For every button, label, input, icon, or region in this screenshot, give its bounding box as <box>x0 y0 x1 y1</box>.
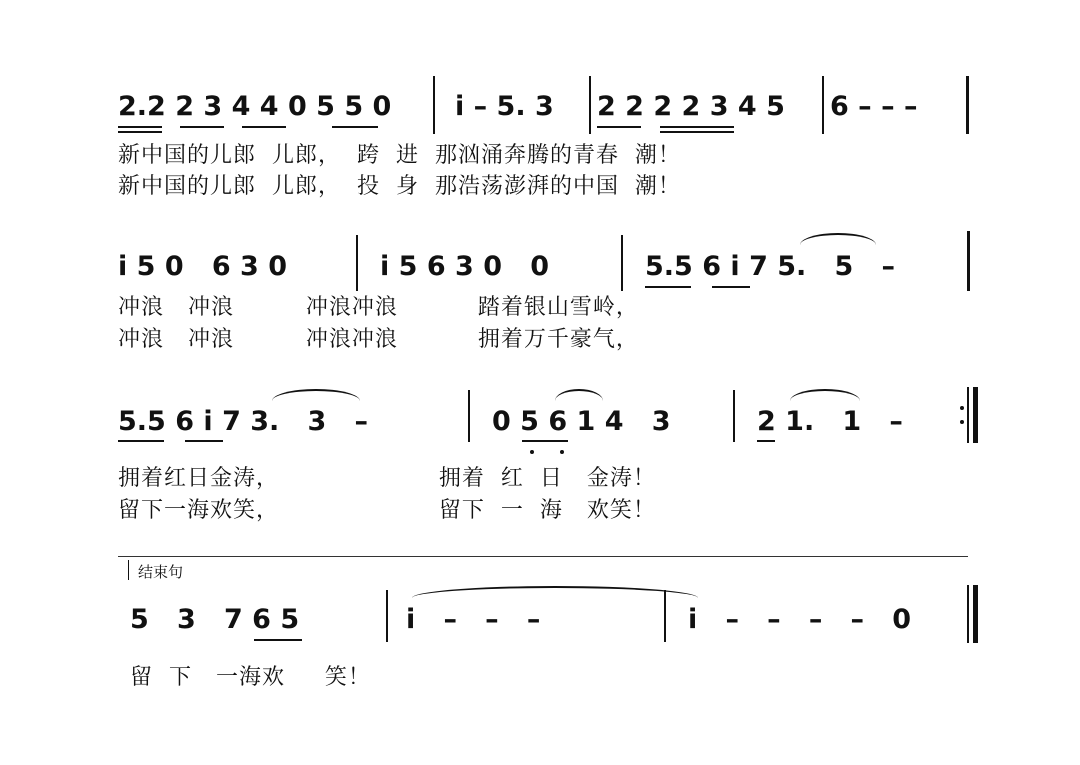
bar-line <box>733 390 735 442</box>
lyric-line: 留下一海欢笑， 留下 一 海 欢笑！ <box>118 498 656 523</box>
bar-line <box>468 390 470 442</box>
underline <box>118 440 164 442</box>
repeat-end-thick-bar <box>973 387 978 443</box>
ending-bracket-tick <box>128 560 129 580</box>
underline <box>712 286 750 288</box>
underline <box>660 131 734 133</box>
notation-segment: 5.5 6 i 7 3. 3 – <box>118 406 368 437</box>
underline <box>597 126 641 128</box>
underline <box>254 639 302 641</box>
underline <box>332 126 378 128</box>
bar-line <box>589 76 591 134</box>
underline <box>118 126 162 128</box>
final-thick-bar <box>973 585 978 643</box>
bar-line <box>386 590 388 642</box>
notation-segment: i – 5. 3 <box>455 91 554 122</box>
low-octave-dot <box>530 450 534 454</box>
tie-slur <box>272 389 360 401</box>
underline <box>757 440 775 442</box>
low-octave-dot <box>560 450 564 454</box>
repeat-end-thin-bar <box>967 387 969 443</box>
lyric-line: 冲浪 冲浪 冲浪冲浪 踏着银山雪岭， <box>118 295 639 320</box>
tie-slur <box>790 389 860 401</box>
underline <box>118 131 162 133</box>
notation-segment: 2 1. 1 – <box>757 406 903 437</box>
underline <box>180 126 224 128</box>
repeat-dot <box>960 406 964 410</box>
bar-line <box>966 76 969 134</box>
ending-bracket-line <box>118 556 968 557</box>
notation-segment: 6 – – – <box>830 91 918 122</box>
bar-line <box>621 235 623 291</box>
lyric-line: 留 下 一海欢 笑！ <box>130 665 371 690</box>
underline <box>660 126 734 128</box>
underline <box>522 440 568 442</box>
notation-segment: i – – – <box>406 604 541 635</box>
underline <box>242 126 286 128</box>
tie-slur <box>412 586 698 598</box>
tie-slur <box>555 389 603 401</box>
lyric-line: 新中国的儿郎 儿郎， 投 身 那浩荡澎湃的中国 潮！ <box>118 174 681 199</box>
underline <box>645 286 691 288</box>
notation-segment: i 5 6 3 0 0 <box>380 251 549 282</box>
underline <box>185 440 223 442</box>
notation-segment: i 5 0 6 3 0 <box>118 251 287 282</box>
bar-line <box>433 76 435 134</box>
ending-label: 结束句 <box>138 563 184 581</box>
notation-segment: 0 5 6 1 4 3 <box>492 406 671 437</box>
repeat-dot <box>960 420 964 424</box>
lyric-line: 拥着红日金涛， 拥着 红 日 金涛！ <box>118 466 656 491</box>
notation-segment: 2 2 2 2 3 4 5 <box>597 91 785 122</box>
tie-slur <box>800 233 876 245</box>
notation-segment: 5 3 7 6 5 <box>130 604 300 635</box>
bar-line <box>822 76 824 134</box>
bar-line <box>356 235 358 291</box>
notation-segment: 5.5 6 i 7 5. 5 – <box>645 251 895 282</box>
lyric-line: 冲浪 冲浪 冲浪冲浪 拥着万千豪气， <box>118 327 639 352</box>
notation-segment: i – – – – 0 <box>688 604 912 635</box>
final-thin-bar <box>967 585 969 643</box>
bar-line <box>967 231 970 291</box>
notation-segment: 2.2 2 3 4 4 0 5 5 0 <box>118 91 392 122</box>
lyric-line: 新中国的儿郎 儿郎， 跨 进 那汹涌奔腾的青春 潮！ <box>118 143 681 168</box>
